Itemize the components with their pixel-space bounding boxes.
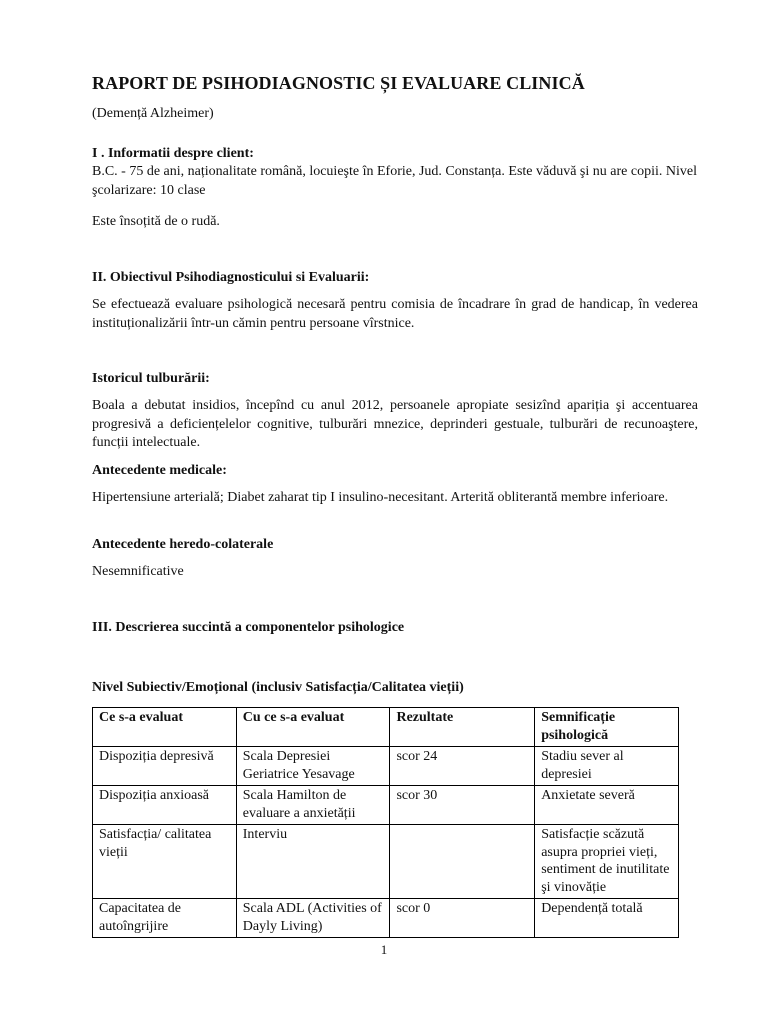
antecedente-medicale-heading: Antecedente medicale: — [92, 463, 227, 478]
table-cell: scor 0 — [390, 899, 535, 938]
antecedente-medicale-text: Hipertensiune arterială; Diabet zaharat tip I insulino-necesitant. Arterită obliterantă membre inferioare. — [92, 490, 669, 505]
table-cell: Interviu — [236, 825, 390, 899]
section3-heading: III. Descrierea succintă a componentelor psihologice — [92, 620, 405, 635]
nivel-heading: Nivel Subiectiv/Emoțional (inclusiv Satisfacția/Calitatea vieții) — [92, 680, 464, 695]
table-cell: Satisfacție scăzută asupra propriei vieți, sentiment de inutilitate şi vinovăție — [535, 825, 679, 899]
table-cell: Scala Depresiei Geriatrice Yesavage — [236, 747, 390, 786]
section1-companion: Este însoțită de o rudă. — [92, 214, 220, 229]
document-title: RAPORT DE PSIHODIAGNOSTIC ȘI EVALUARE CLINICĂ — [92, 73, 585, 93]
document-page — [92, 0, 698, 1024]
section1-client-info: B.C. - 75 de ani, naționalitate română, locuieşte în Eforie, Jud. Constanța. Este văduvă şi nu are copii. Nivel şcolarizare: 10 clase — [92, 164, 697, 198]
istoric-text: Boala a debutat insidios, începînd cu anul 2012, persoanele apropiate sesizînd apariția şi accentuarea progresivă a deficiențelelor cognitive, tulburări mnezice, deprinderi gestuale, tulburări de recunoaştere, funcții intelectuale. — [92, 398, 698, 450]
antecedente-heredo-text: Nesemnificative — [92, 564, 184, 579]
table-header-row — [93, 708, 679, 747]
table-cell: scor 24 — [390, 747, 535, 786]
table-header-cell: Cu ce s-a evaluat — [236, 708, 390, 747]
table-cell: Stadiu sever al depresiei — [535, 747, 679, 786]
table-header-cell: Rezultate — [390, 708, 535, 747]
section2-text: Se efectuează evaluare psihologică necesară pentru comisia de încadrare în grad de handicap, în vederea instituționalizării într-un cămin pentru persoane vîrstnice. — [92, 297, 698, 331]
table-cell: Capacitatea de autoîngrijire — [93, 899, 237, 938]
table-cell: scor 30 — [390, 786, 535, 825]
table-cell: Scala Hamilton de evaluare a anxietății — [236, 786, 390, 825]
table-row — [93, 786, 679, 825]
table-cell: Anxietate severă — [535, 786, 679, 825]
table-cell — [390, 825, 535, 899]
table-header-cell: Ce s-a evaluat — [93, 708, 237, 747]
table-cell: Scala ADL (Activities of Dayly Living) — [236, 899, 390, 938]
table-header-cell: Semnificație psihologică — [535, 708, 679, 747]
table-row — [93, 747, 679, 786]
istoric-heading: Istoricul tulburării: — [92, 371, 210, 386]
table-cell: Dispoziția depresivă — [93, 747, 237, 786]
evaluation-table — [92, 707, 679, 938]
section1-heading: I . Informatii despre client: — [92, 146, 254, 161]
section2-heading: II. Obiectivul Psihodiagnosticului si Evaluarii: — [92, 270, 370, 285]
antecedente-heredo-heading: Antecedente heredo-colaterale — [92, 537, 274, 552]
table-cell: Dispoziția anxioasă — [93, 786, 237, 825]
table-row — [93, 899, 679, 938]
document-subtitle: (Demență Alzheimer) — [92, 106, 214, 121]
table-row — [93, 825, 679, 899]
table-cell: Satisfacția/ calitatea vieții — [93, 825, 237, 899]
table-cell: Dependență totală — [535, 899, 679, 938]
page-number: 1 — [380, 942, 388, 957]
